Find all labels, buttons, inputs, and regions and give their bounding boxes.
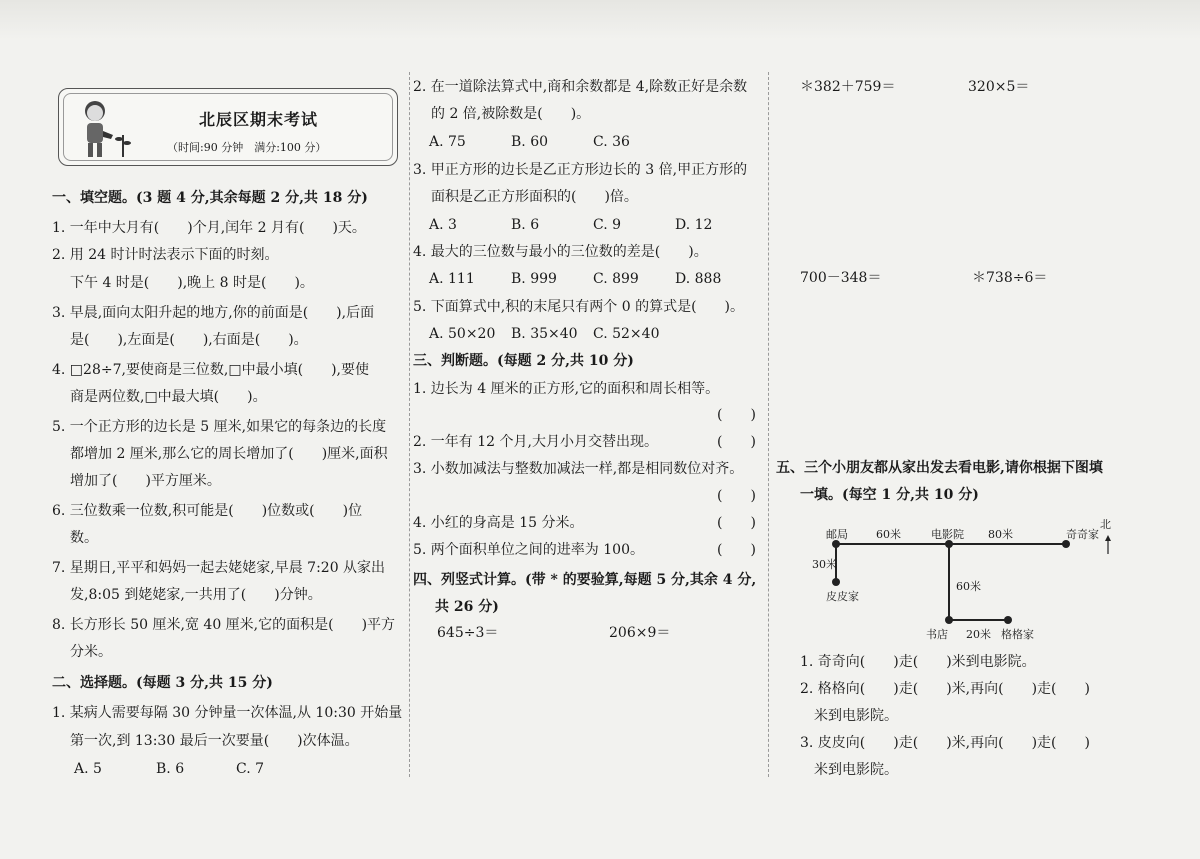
choice-2-4-option-d: D. 888 [675,271,722,287]
map-distance-post-pipi: 30米 [812,558,837,571]
choice-2-4-option-b: B. 999 [511,271,557,287]
column-divider [409,72,410,777]
map-label-cinema: 电影院 [931,528,964,541]
map-distance-cinema-qiqi: 80米 [988,528,1013,541]
boy-watering-plant-illustration [73,95,133,161]
question-1-3: 3. 早晨,面向太阳升起的地方,你的前面是( ),后面 [52,305,375,321]
choice-2-4: 4. 最大的三位数与最小的三位数的差是( )。 [413,244,708,260]
question-1-3-line2: 是( ),左面是( ),右面是( )。 [70,332,308,348]
question-1-6: 6. 三位数乘一位数,积可能是( )位数或( )位 [52,503,363,519]
judge-3-5: 5. 两个面积单位之间的进率为 100。 [413,542,644,558]
exam-title: 北辰区期末考试 [199,110,319,129]
section-3-title: 三、判断题。(每题 2 分,共 10 分) [413,353,634,369]
question-1-5-line3: 增加了( )平方厘米。 [70,473,221,489]
choice-2-2-option-b: B. 60 [511,134,549,150]
choice-2-1-option-b: B. 6 [156,761,185,777]
question-1-2-line2: 下午 4 时是( ),晚上 8 时是( )。 [70,275,314,291]
choice-2-5-option-b: B. 35×40 [511,326,578,342]
question-1-5-line2: 都增加 2 厘米,那么它的周长增加了( )厘米,面积 [70,446,388,462]
map-label-post-office: 邮局 [826,528,848,541]
choice-2-3-option-d: D. 12 [675,217,713,233]
choice-2-3: 3. 甲正方形的边长是乙正方形边长的 3 倍,甲正方形的 [413,162,748,178]
exam-header [58,88,398,166]
choice-2-1-option-c: C. 7 [236,761,265,777]
question-1-4: 4. □28÷7,要使商是三位数,□中最小填( ),要使 [52,362,369,378]
map-distance-bookstore-gege: 20米 [966,628,991,641]
choice-2-4-option-c: C. 899 [593,271,639,287]
judge-3-4-answer: ( ) [717,515,756,531]
section-2-title: 二、选择题。(每题 3 分,共 15 分) [52,675,273,691]
question-1-2: 2. 用 24 时计时法表示下面的时刻。 [52,247,279,263]
map-label-qiqi-home: 奇奇家 [1066,528,1099,541]
calc-4-1: 645÷3＝ [437,625,499,641]
choice-2-1-line2: 第一次,到 13:30 最后一次要量( )次体温。 [70,733,359,749]
map-distance-post-cinema: 60米 [876,528,901,541]
fill-5-1: 1. 奇奇向( )走( )米到电影院。 [800,654,1036,670]
choice-2-1-option-a: A. 5 [74,761,102,777]
question-1-8-line2: 分米。 [70,644,112,660]
judge-3-3-answer: ( ) [717,488,756,504]
choice-2-5: 5. 下面算式中,积的末尾只有两个 0 的算式是( )。 [413,299,744,315]
choice-2-3-line2: 面积是乙正方形面积的( )倍。 [431,189,638,205]
choice-2-2-line2: 的 2 倍,被除数是( )。 [431,106,591,122]
judge-3-2-answer: ( ) [717,434,756,450]
judge-3-5-answer: ( ) [717,542,756,558]
map-label-pipi-home: 皮皮家 [826,590,859,603]
scan-edge [0,0,1200,40]
judge-3-2: 2. 一年有 12 个月,大月小月交替出现。 [413,434,658,450]
section-5-title-line2: 一填。(每空 1 分,共 10 分) [800,487,979,503]
choice-2-5-option-a: A. 50×20 [429,326,496,342]
column-divider [768,72,769,777]
question-1-7: 7. 星期日,平平和妈妈一起去姥姥家,早晨 7:20 从家出 [52,560,386,576]
section-5-title: 五、三个小朋友都从家出发去看电影,请你根据下图填 [776,460,1103,476]
choice-2-1: 1. 某病人需要每隔 30 分钟量一次体温,从 10:30 开始量 [52,705,403,721]
section-1-title: 一、填空题。(3 题 4 分,其余每题 2 分,共 18 分) [52,190,368,206]
judge-3-3: 3. 小数加减法与整数加减法一样,都是相同数位对齐。 [413,461,744,477]
map-label-bookstore: 书店 [926,628,948,641]
judge-3-1: 1. 边长为 4 厘米的正方形,它的面积和周长相等。 [413,381,720,397]
question-1-8: 8. 长方形长 50 厘米,宽 40 厘米,它的面积是( )平方 [52,617,396,633]
question-1-7-line2: 发,8:05 到姥姥家,一共用了( )分钟。 [70,587,322,603]
question-1-1: 1. 一年中大月有( )个月,闰年 2 月有( )天。 [52,220,366,236]
choice-2-3-option-c: C. 9 [593,217,622,233]
question-1-6-line2: 数。 [70,530,98,546]
judge-3-1-answer: ( ) [717,407,756,423]
question-1-4-line2: 商是两位数,□中最大填( )。 [70,389,267,405]
calc-4-2: 206×9＝ [609,625,671,641]
fill-5-2-line2: 米到电影院。 [814,708,898,724]
choice-2-5-option-c: C. 52×40 [593,326,660,342]
choice-2-2-option-c: C. 36 [593,134,630,150]
section-4-title-line2: 共 26 分) [435,599,499,615]
choice-2-3-option-b: B. 6 [511,217,540,233]
section-4-title: 四、列竖式计算。(带 * 的要验算,每题 5 分,其余 4 分, [413,572,757,588]
calc-4-6: ＊738÷6＝ [972,270,1048,286]
exam-subtitle: （时间:90 分钟 满分:100 分） [167,141,327,154]
choice-2-3-option-a: A. 3 [429,217,457,233]
question-1-5: 5. 一个正方形的边长是 5 厘米,如果它的每条边的长度 [52,419,387,435]
map-distance-cinema-bookstore: 60米 [956,580,981,593]
route-map [776,516,1156,656]
fill-5-2: 2. 格格向( )走( )米,再向( )走( ) [800,681,1090,697]
fill-5-3: 3. 皮皮向( )走( )米,再向( )走( ) [800,735,1090,751]
calc-4-3: ＊382＋759＝ [800,79,896,95]
judge-3-4: 4. 小红的身高是 15 分米。 [413,515,584,531]
map-label-gege-home: 格格家 [1001,628,1034,641]
choice-2-2-option-a: A. 75 [429,134,466,150]
choice-2-2: 2. 在一道除法算式中,商和余数都是 4,除数正好是余数 [413,79,748,95]
map-north-label: 北 [1100,518,1111,531]
calc-4-5: 700－348＝ [800,270,882,286]
fill-5-3-line2: 米到电影院。 [814,762,898,778]
choice-2-4-option-a: A. 111 [429,271,475,287]
calc-4-4: 320×5＝ [968,79,1030,95]
